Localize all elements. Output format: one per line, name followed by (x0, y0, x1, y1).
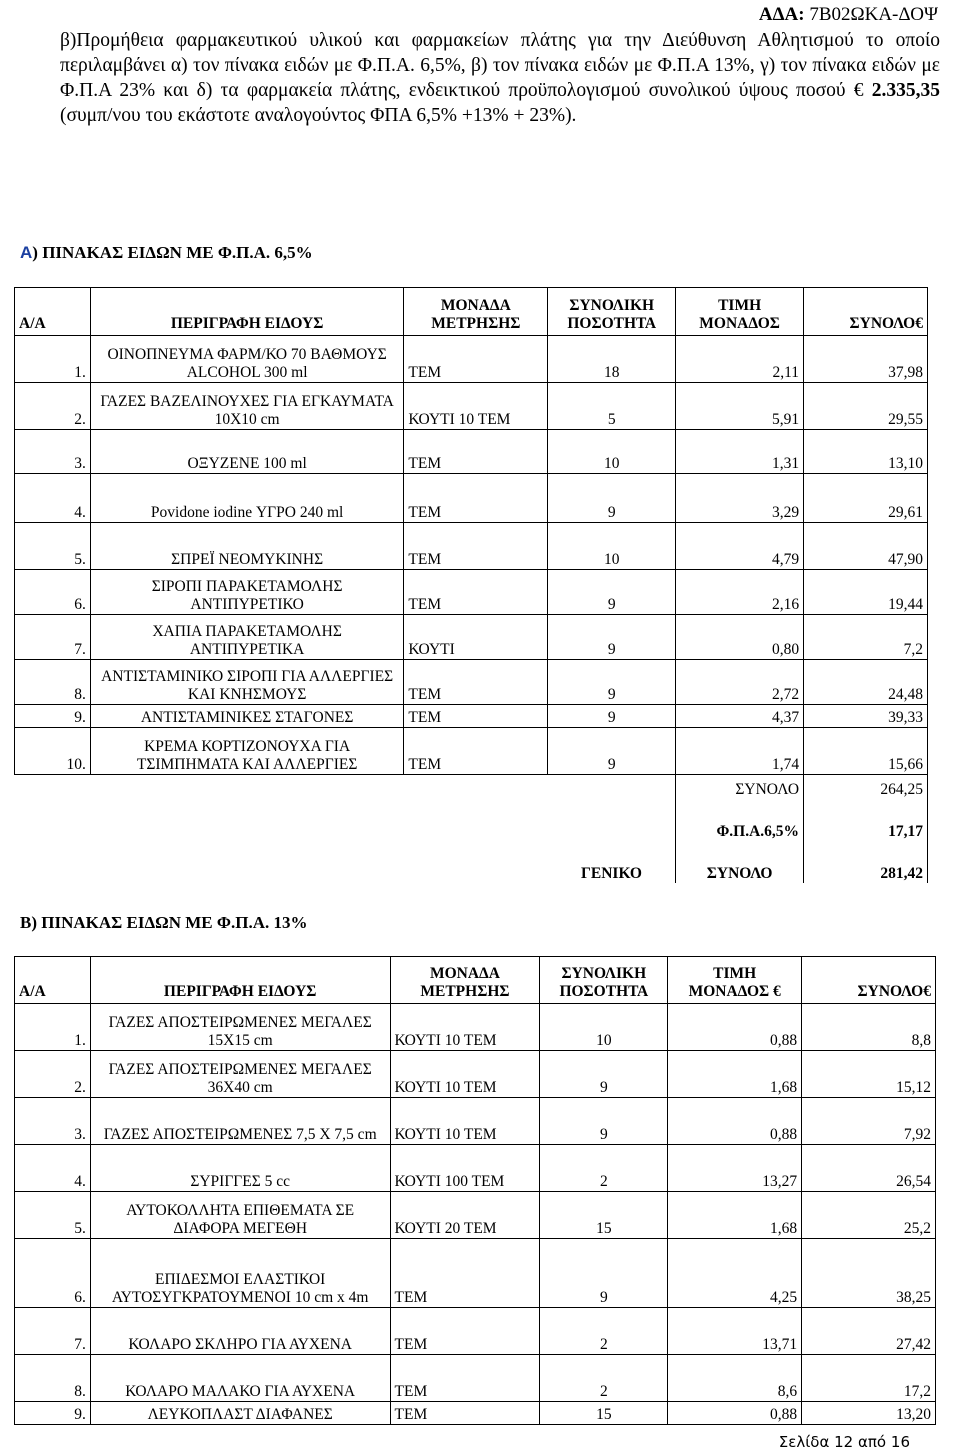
cell-desc: ΣΙΡΟΠΙ ΠΑΡΑΚΕΤΑΜΟΛΗΣ ΑΝΤΙΠΥΡΕΤΙΚΟ (90, 570, 404, 615)
cell-price: 13,71 (668, 1308, 802, 1355)
column-header-price: ΤΙΜΗ ΜΟΝΑΔΟΣ (676, 288, 804, 336)
column-header-aa: Α/Α (15, 288, 91, 336)
cell-desc: ΕΠΙΔΕΣΜΟΙ ΕΛΑΣΤΙΚΟΙ ΑΥΤΟΣΥΓΚΡΑΤΟΥΜΕΝΟΙ 10 cm x 4m (90, 1239, 390, 1308)
summary-blank-cell (15, 799, 91, 841)
cell-price: 3,29 (676, 474, 804, 523)
cell-price: 4,25 (668, 1239, 802, 1308)
cell-price: 13,27 (668, 1145, 802, 1192)
cell-qty: 9 (540, 1098, 668, 1145)
column-header-desc: ΠΕΡΙΓΡΑΦΗ ΕΙΔΟΥΣ (90, 288, 404, 336)
cell-total: 13,20 (802, 1402, 936, 1425)
section-a-title (20, 243, 313, 263)
cell-qty: 10 (548, 430, 676, 474)
cell-desc: ΓΑΖΕΣ ΑΠΟΣΤΕΙΡΩΜΕΝΕΣ ΜΕΓΑΛΕΣ 36Χ40 cm (90, 1051, 390, 1098)
cell-aa: 7. (15, 1308, 91, 1355)
cell-unit: ΚΟΥΤΙ 100 ΤΕΜ (390, 1145, 540, 1192)
cell-total: 25,2 (802, 1192, 936, 1239)
cell-price: 1,74 (676, 728, 804, 775)
cell-aa: 2. (15, 1051, 91, 1098)
cell-price: 0,80 (676, 615, 804, 660)
cell-unit: ΚΟΥΤΙ 20 ΤΕΜ (390, 1192, 540, 1239)
cell-aa: 6. (15, 1239, 91, 1308)
column-header-total: ΣΥΝΟΛΟ€ (802, 957, 936, 1004)
grand-label-1: ΓΕΝΙΚΟ (581, 865, 642, 882)
table-row (15, 705, 928, 728)
intro-amount: 2.335,35 (871, 80, 940, 101)
table-row (15, 383, 928, 430)
table-header-row (15, 288, 928, 336)
section-a-title-text: ) ΠΙΝΑΚΑΣ ΕΙΔΩΝ ΜΕ Φ.Π.Α. 6,5% (32, 243, 313, 262)
summary-row (15, 799, 928, 841)
cell-price: 1,31 (676, 430, 804, 474)
cell-price: 2,72 (676, 660, 804, 705)
table-row (15, 474, 928, 523)
column-header-price: ΤΙΜΗ ΜΟΝΑΔΟΣ € (668, 957, 802, 1004)
table-header-row (15, 957, 936, 1004)
cell-qty: 5 (548, 383, 676, 430)
footer-page-num: 12 (834, 1433, 854, 1451)
cell-unit: ΤΕΜ (404, 570, 548, 615)
cell-desc: ΛΕΥΚΟΠΛΑΣΤ ΔΙΑΦΑΝΕΣ (90, 1402, 390, 1425)
cell-qty: 9 (548, 660, 676, 705)
footer-page-total: 16 (890, 1433, 910, 1451)
cell-price: 0,88 (668, 1004, 802, 1051)
grand-label-2: ΣΥΝΟΛΟ (676, 841, 804, 883)
cell-total: 8,8 (802, 1004, 936, 1051)
cell-desc: ΓΑΖΕΣ ΑΠΟΣΤΕΙΡΩΜΕΝΕΣ ΜΕΓΑΛΕΣ 15Χ15 cm (90, 1004, 390, 1051)
column-header-qty: ΣΥΝΟΛΙΚΗ ΠΟΣΟΤΗΤΑ (548, 288, 676, 336)
cell-unit: ΤΕΜ (390, 1402, 540, 1425)
cell-unit: ΤΕΜ (404, 728, 548, 775)
cell-price: 2,11 (676, 336, 804, 383)
summary-blank-cell (90, 775, 404, 800)
intro-text-before: β)Προμήθεια φαρμακευτικού υλικού και φαρμακείων πλάτης για την Διεύθυνση Αθλητισμού το οποίο περιλαμβάνει α) τον πίνακα ειδών με Φ.Π.Α. 6,5%, β) τον πίνακα ειδών με Φ.Π.Α 13%, γ) τον πίνακα ειδών με Φ.Π.Α 23% και δ) τα φαρμακεία πλάτης, ενδεικτικού προϋπολογισμού συνολικού ύψους ποσού € (60, 30, 940, 101)
cell-total: 19,44 (804, 570, 928, 615)
cell-aa: 5. (15, 523, 91, 570)
sum-label: ΣΥΝΟΛΟ (676, 775, 804, 800)
table-row (15, 1192, 936, 1239)
footer-of-word: από (858, 1433, 887, 1451)
cell-qty: 2 (540, 1355, 668, 1402)
table-row (15, 1402, 936, 1425)
table-row (15, 1051, 936, 1098)
cell-desc: ΧΑΠΙΑ ΠΑΡΑΚΕΤΑΜΟΛΗΣ ΑΝΤΙΠΥΡΕΤΙΚΑ (90, 615, 404, 660)
table-row (15, 1239, 936, 1308)
cell-unit: ΤΕΜ (404, 523, 548, 570)
cell-unit: ΚΟΥΤΙ 10 ΤΕΜ (390, 1004, 540, 1051)
cell-qty: 9 (540, 1239, 668, 1308)
cell-total: 29,61 (804, 474, 928, 523)
sum-value: 264,25 (804, 775, 928, 800)
cell-aa: 8. (15, 660, 91, 705)
table-row (15, 615, 928, 660)
cell-unit: ΤΕΜ (404, 430, 548, 474)
summary-row (15, 841, 928, 883)
cell-aa: 2. (15, 383, 91, 430)
cell-total: 24,48 (804, 660, 928, 705)
cell-unit: ΤΕΜ (404, 474, 548, 523)
cell-aa: 3. (15, 430, 91, 474)
table-row (15, 336, 928, 383)
cell-aa: 7. (15, 615, 91, 660)
section-a-letter: Α (20, 243, 33, 262)
footer-page-word: Σελίδα (778, 1433, 830, 1451)
table-row (15, 1355, 936, 1402)
cell-desc: ΑΝΤΙΣΤΑΜΙΝΙΚΟ ΣΙΡΟΠΙ ΓΙΑ ΑΛΛΕΡΓΙΕΣ ΚΑΙ ΚΝΗΣΜΟΥΣ (90, 660, 404, 705)
table-row (15, 1145, 936, 1192)
cell-aa: 10. (15, 728, 91, 775)
cell-price: 1,68 (668, 1051, 802, 1098)
cell-aa: 3. (15, 1098, 91, 1145)
cell-price: 5,91 (676, 383, 804, 430)
cell-unit: ΤΕΜ (390, 1355, 540, 1402)
cell-qty: 15 (540, 1192, 668, 1239)
cell-price: 1,68 (668, 1192, 802, 1239)
cell-unit: ΤΕΜ (390, 1239, 540, 1308)
table-b (14, 956, 936, 1425)
cell-qty: 9 (540, 1051, 668, 1098)
cell-total: 17,2 (802, 1355, 936, 1402)
summary-blank-cell (15, 775, 91, 800)
cell-desc: Povidone iodine ΥΓΡΟ 240 ml (90, 474, 404, 523)
cell-total: 47,90 (804, 523, 928, 570)
cell-desc: ΣΠΡΕΪ ΝΕΟΜΥΚΙΝΗΣ (90, 523, 404, 570)
cell-aa: 9. (15, 705, 91, 728)
cell-desc: ΓΑΖΕΣ ΒΑΖΕΛΙΝΟΥΧΕΣ ΓΙΑ ΕΓΚΑΥΜΑΤΑ 10Χ10 cm (90, 383, 404, 430)
cell-price: 0,88 (668, 1402, 802, 1425)
table-row (15, 570, 928, 615)
summary-blank-cell (404, 775, 548, 800)
cell-price: 4,37 (676, 705, 804, 728)
cell-price: 0,88 (668, 1098, 802, 1145)
cell-unit: ΤΕΜ (390, 1308, 540, 1355)
cell-total: 7,92 (802, 1098, 936, 1145)
column-header-unit: ΜΟΝΑΔΑ ΜΕΤΡΗΣΗΣ (404, 288, 548, 336)
cell-unit: ΚΟΥΤΙ (404, 615, 548, 660)
summary-blank-cell (548, 775, 676, 800)
cell-total: 37,98 (804, 336, 928, 383)
table-row (15, 1308, 936, 1355)
cell-price: 2,16 (676, 570, 804, 615)
cell-unit: ΚΟΥΤΙ 10 ΤΕΜ (390, 1051, 540, 1098)
ada-code (759, 4, 938, 26)
section-b-title: Β) ΠΙΝΑΚΑΣ ΕΙΔΩΝ ΜΕ Φ.Π.Α. 13% (20, 913, 308, 932)
cell-total: 15,66 (804, 728, 928, 775)
vat-value: 17,17 (804, 799, 928, 841)
vat-label: Φ.Π.Α.6,5% (676, 799, 804, 841)
cell-desc: ΚΡΕΜΑ ΚΟΡΤΙΖΟΝΟΥΧΑ ΓΙΑ ΤΣΙΜΠΗΜΑΤΑ ΚΑΙ ΑΛΛΕΡΓΙΕΣ (90, 728, 404, 775)
cell-unit: ΚΟΥΤΙ 10 ΤΕΜ (404, 383, 548, 430)
page-footer (779, 1433, 910, 1451)
summary-row (15, 775, 928, 800)
cell-unit: ΚΟΥΤΙ 10 ΤΕΜ (390, 1098, 540, 1145)
cell-total: 15,12 (802, 1051, 936, 1098)
summary-blank-cell (15, 841, 91, 883)
cell-qty: 10 (540, 1004, 668, 1051)
cell-aa: 5. (15, 1192, 91, 1239)
summary-blank-cell (548, 799, 676, 841)
cell-qty: 9 (548, 615, 676, 660)
cell-desc: ΓΑΖΕΣ ΑΠΟΣΤΕΙΡΩΜΕΝΕΣ 7,5 Χ 7,5 cm (90, 1098, 390, 1145)
cell-total: 39,33 (804, 705, 928, 728)
cell-qty: 2 (540, 1308, 668, 1355)
cell-total: 29,55 (804, 383, 928, 430)
summary-blank-cell (404, 841, 548, 883)
cell-aa: 4. (15, 1145, 91, 1192)
table-row (15, 523, 928, 570)
cell-qty: 9 (548, 570, 676, 615)
cell-aa: 1. (15, 336, 91, 383)
column-header-qty: ΣΥΝΟΛΙΚΗ ΠΟΣΟΤΗΤΑ (540, 957, 668, 1004)
cell-total: 38,25 (802, 1239, 936, 1308)
column-header-total: ΣΥΝΟΛΟ€ (804, 288, 928, 336)
cell-desc: ΑΥΤΟΚΟΛΛΗΤΑ ΕΠΙΘΕΜΑΤΑ ΣΕ ΔΙΑΦΟΡΑ ΜΕΓΕΘΗ (90, 1192, 390, 1239)
cell-price: 4,79 (676, 523, 804, 570)
table-row (15, 728, 928, 775)
cell-desc: ΟΙΝΟΠΝΕΥΜΑ ΦΑΡΜ/ΚΟ 70 ΒΑΘΜΟΥΣ ALCOHOL 300 ml (90, 336, 404, 383)
cell-qty: 10 (548, 523, 676, 570)
cell-aa: 1. (15, 1004, 91, 1051)
cell-aa: 9. (15, 1402, 91, 1425)
cell-total: 26,54 (802, 1145, 936, 1192)
intro-text-after: (συμπ/νου του εκάστοτε αναλογούντος ΦΠΑ 6,5% +13% + 23%). (60, 105, 577, 126)
cell-price: 8,6 (668, 1355, 802, 1402)
cell-qty: 18 (548, 336, 676, 383)
cell-desc: ΟΞΥΖΕΝΕ 100 ml (90, 430, 404, 474)
summary-blank-cell (90, 841, 404, 883)
table-row (15, 660, 928, 705)
column-header-desc: ΠΕΡΙΓΡΑΦΗ ΕΙΔΟΥΣ (90, 957, 390, 1004)
column-header-aa: Α/Α (15, 957, 91, 1004)
cell-unit: ΤΕΜ (404, 705, 548, 728)
summary-blank-cell (90, 799, 404, 841)
table-row (15, 1098, 936, 1145)
table-a (14, 287, 928, 883)
cell-unit: ΤΕΜ (404, 336, 548, 383)
cell-aa: 4. (15, 474, 91, 523)
cell-total: 27,42 (802, 1308, 936, 1355)
cell-total: 7,2 (804, 615, 928, 660)
cell-qty: 15 (540, 1402, 668, 1425)
cell-desc: ΚΟΛΑΡΟ ΣΚΛΗΡΟ ΓΙΑ ΑΥΧΕΝΑ (90, 1308, 390, 1355)
cell-desc: ΣΥΡΙΓΓΕΣ 5 cc (90, 1145, 390, 1192)
grand-value: 281,42 (804, 841, 928, 883)
cell-qty: 2 (540, 1145, 668, 1192)
cell-qty: 9 (548, 728, 676, 775)
table-row (15, 1004, 936, 1051)
cell-total: 13,10 (804, 430, 928, 474)
cell-qty: 9 (548, 474, 676, 523)
cell-unit: ΤΕΜ (404, 660, 548, 705)
cell-desc: ΚΟΛΑΡΟ ΜΑΛΑΚΟ ΓΙΑ ΑΥΧΕΝΑ (90, 1355, 390, 1402)
cell-desc: ΑΝΤΙΣΤΑΜΙΝΙΚΕΣ ΣΤΑΓΟΝΕΣ (90, 705, 404, 728)
summary-blank-cell (404, 799, 548, 841)
ada-value: 7Β02ΩΚΑ-ΔΟΨ (809, 4, 938, 25)
ada-label: ΑΔΑ: (758, 4, 805, 25)
table-row (15, 430, 928, 474)
intro-paragraph (60, 28, 940, 128)
cell-aa: 6. (15, 570, 91, 615)
column-header-unit: ΜΟΝΑΔΑ ΜΕΤΡΗΣΗΣ (390, 957, 540, 1004)
cell-aa: 8. (15, 1355, 91, 1402)
cell-qty: 9 (548, 705, 676, 728)
